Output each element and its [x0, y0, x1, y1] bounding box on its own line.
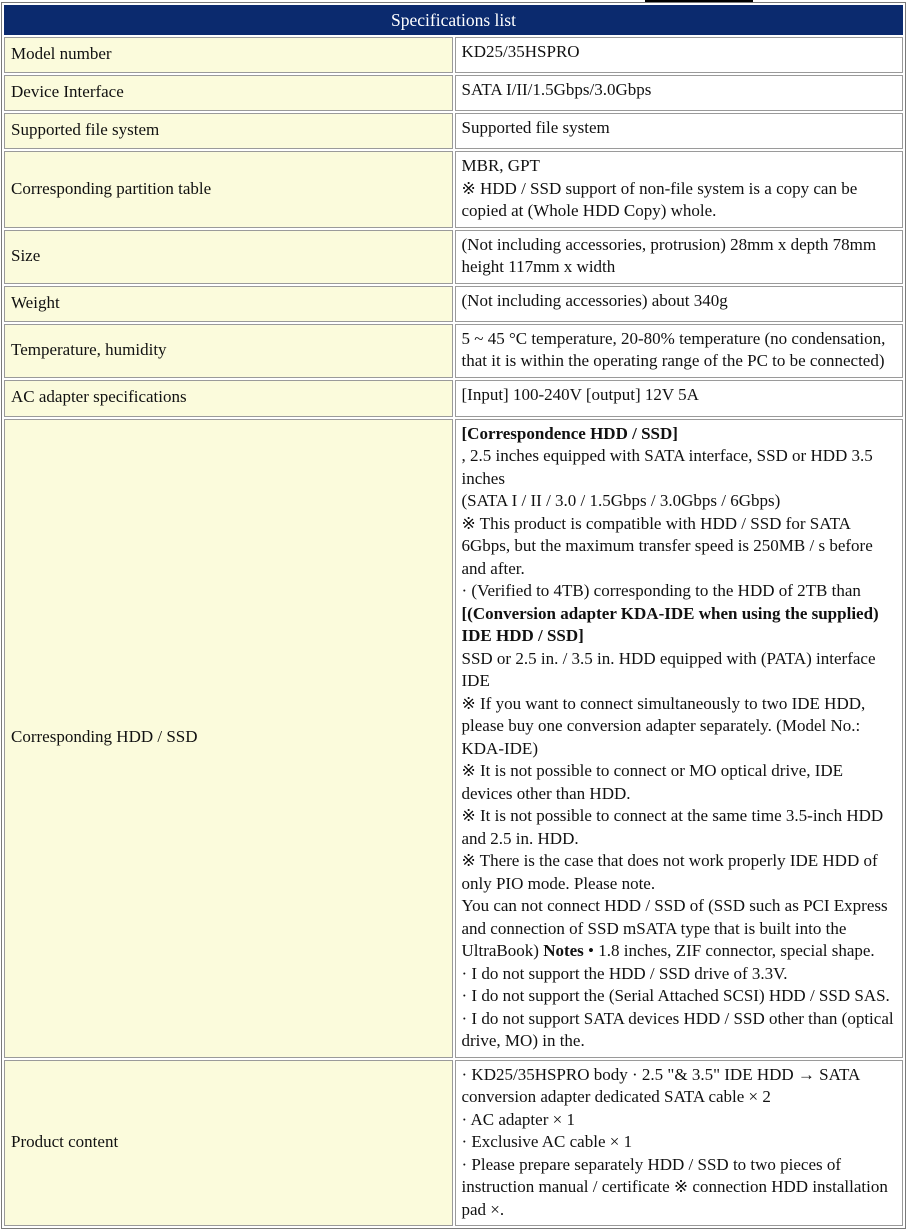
- hdd-heading-conversion: [462, 603, 897, 648]
- row-label-partition: Corresponding partition table: [4, 151, 453, 228]
- hdd-line: ※ It is not possible to connect at the same time 3.5-inch HDD and 2.5 in. HDD.: [461, 806, 884, 848]
- table-row: [4, 75, 903, 111]
- row-value-partition: [455, 151, 904, 228]
- content-line: · AC adapter × 1: [461, 1109, 575, 1129]
- hdd-line: (SATA I / II / 3.0 / 1.5Gbps / 3.0Gbps / 6Gbps): [461, 491, 781, 510]
- notes-text-a: You can not connect HDD / SSD of (SSD such as PCI Express and connection of SSD mSATA type that is built into the UltraBook): [461, 896, 888, 960]
- hdd-line: · I do not support the (Serial Attached SCSI) HDD / SSD SAS.: [461, 986, 890, 1005]
- hdd-line: ※ If you want to connect simultaneously to two IDE HDD, please buy one conversion adapter separately. (Model No.: KDA-IDE): [461, 693, 866, 758]
- table-row: [4, 1060, 903, 1227]
- row-label-content: Product content: [4, 1060, 453, 1227]
- hdd-line: · I do not support the HDD / SSD drive of 3.3V.: [461, 963, 788, 983]
- heading-bracket-open: [: [461, 603, 468, 623]
- heading-bracket-close: ]: [578, 626, 584, 645]
- row-value-weight: (Not including accessories) about 340g: [455, 286, 904, 322]
- partition-note: ※ HDD / SSD support of non-file system is a copy can be copied at (Whole HDD Copy) whole.: [461, 178, 858, 220]
- hdd-line: ※ This product is compatible with HDD / SSD for SATA 6Gbps, but the maximum transfer speed is 250MB / s before and after.: [461, 513, 873, 578]
- table-row: [4, 419, 903, 1058]
- hdd-line: ※ There is the case that does not work properly IDE HDD of only PIO mode. Please note.: [461, 851, 878, 893]
- table-title: Specifications list: [4, 5, 903, 35]
- partition-line: MBR, GPT: [461, 156, 540, 175]
- row-value-filesystem: Supported file system: [455, 113, 904, 149]
- hdd-line: SSD or 2.5 in. / 3.5 in. HDD equipped with (PATA) interface IDE: [461, 648, 876, 690]
- specifications-table: [1, 2, 906, 1229]
- table-row: [4, 151, 903, 228]
- content-line: · Exclusive AC cable × 1: [461, 1132, 633, 1151]
- row-label-model: Model number: [4, 37, 453, 73]
- hdd-line: ※ It is not possible to connect or MO optical drive, IDE devices other than HDD.: [461, 761, 844, 803]
- table-row: [4, 230, 903, 284]
- row-label-filesystem: Supported file system: [4, 113, 453, 149]
- table-row: [4, 37, 903, 73]
- row-label-weight: Weight: [4, 286, 453, 322]
- hdd-line: · (Verified to 4TB) corresponding to the HDD of 2TB than: [461, 581, 861, 600]
- row-label-ac-adapter: AC adapter specifications: [4, 380, 453, 417]
- hdd-line-notes: [462, 895, 897, 963]
- hdd-line: , 2.5 inches equipped with SATA interface, SSD or HDD 3.5 inches: [461, 446, 873, 488]
- row-value-interface: SATA I/II/1.5Gbps/3.0Gbps: [455, 75, 904, 111]
- notes-text-b: • 1.8 inches, ZIF connector, special shape.: [583, 941, 875, 960]
- row-label-interface: Device Interface: [4, 75, 453, 111]
- table-row: [4, 286, 903, 322]
- row-value-ac-adapter: [Input] 100-240V [output] 12V 5A: [455, 380, 904, 417]
- heading-text: (Conversion adapter KDA-IDE when using the supplied) IDE HDD / SSD: [461, 603, 879, 645]
- row-value-size: (Not including accessories, protrusion) 28mm x depth 78mm height 117mm x width: [455, 230, 904, 284]
- hdd-line: · I do not support SATA devices HDD / SSD other than (optical drive, MO) in the.: [461, 1008, 894, 1050]
- content-line: · Please prepare separately HDD / SSD to two pieces of instruction manual / certificate ※ connection HDD installation pad ×.: [461, 1154, 888, 1219]
- row-value-temperature: 5 ~ 45 °C temperature, 20-80% temperature (no condensation, that it is within the operating range of the PC to be connected): [455, 324, 904, 378]
- table-header-row: [4, 5, 903, 35]
- row-value-content: [455, 1060, 904, 1227]
- hdd-heading-correspondence: [Correspondence HDD / SSD]: [461, 423, 678, 443]
- table-row: [4, 380, 903, 417]
- row-label-size: Size: [4, 230, 453, 284]
- row-value-hdd: [455, 419, 904, 1058]
- table-row: [4, 324, 903, 378]
- row-label-temperature: Temperature, humidity: [4, 324, 453, 378]
- table-row: [4, 113, 903, 149]
- row-label-hdd: Corresponding HDD / SSD: [4, 419, 453, 1058]
- row-value-model: KD25/35HSPRO: [455, 37, 904, 73]
- content-line: · KD25/35HSPRO body · 2.5 "& 3.5" IDE HDD → SATA conversion adapter dedicated SATA cable × 2: [461, 1064, 860, 1106]
- notes-label: Notes: [543, 941, 584, 960]
